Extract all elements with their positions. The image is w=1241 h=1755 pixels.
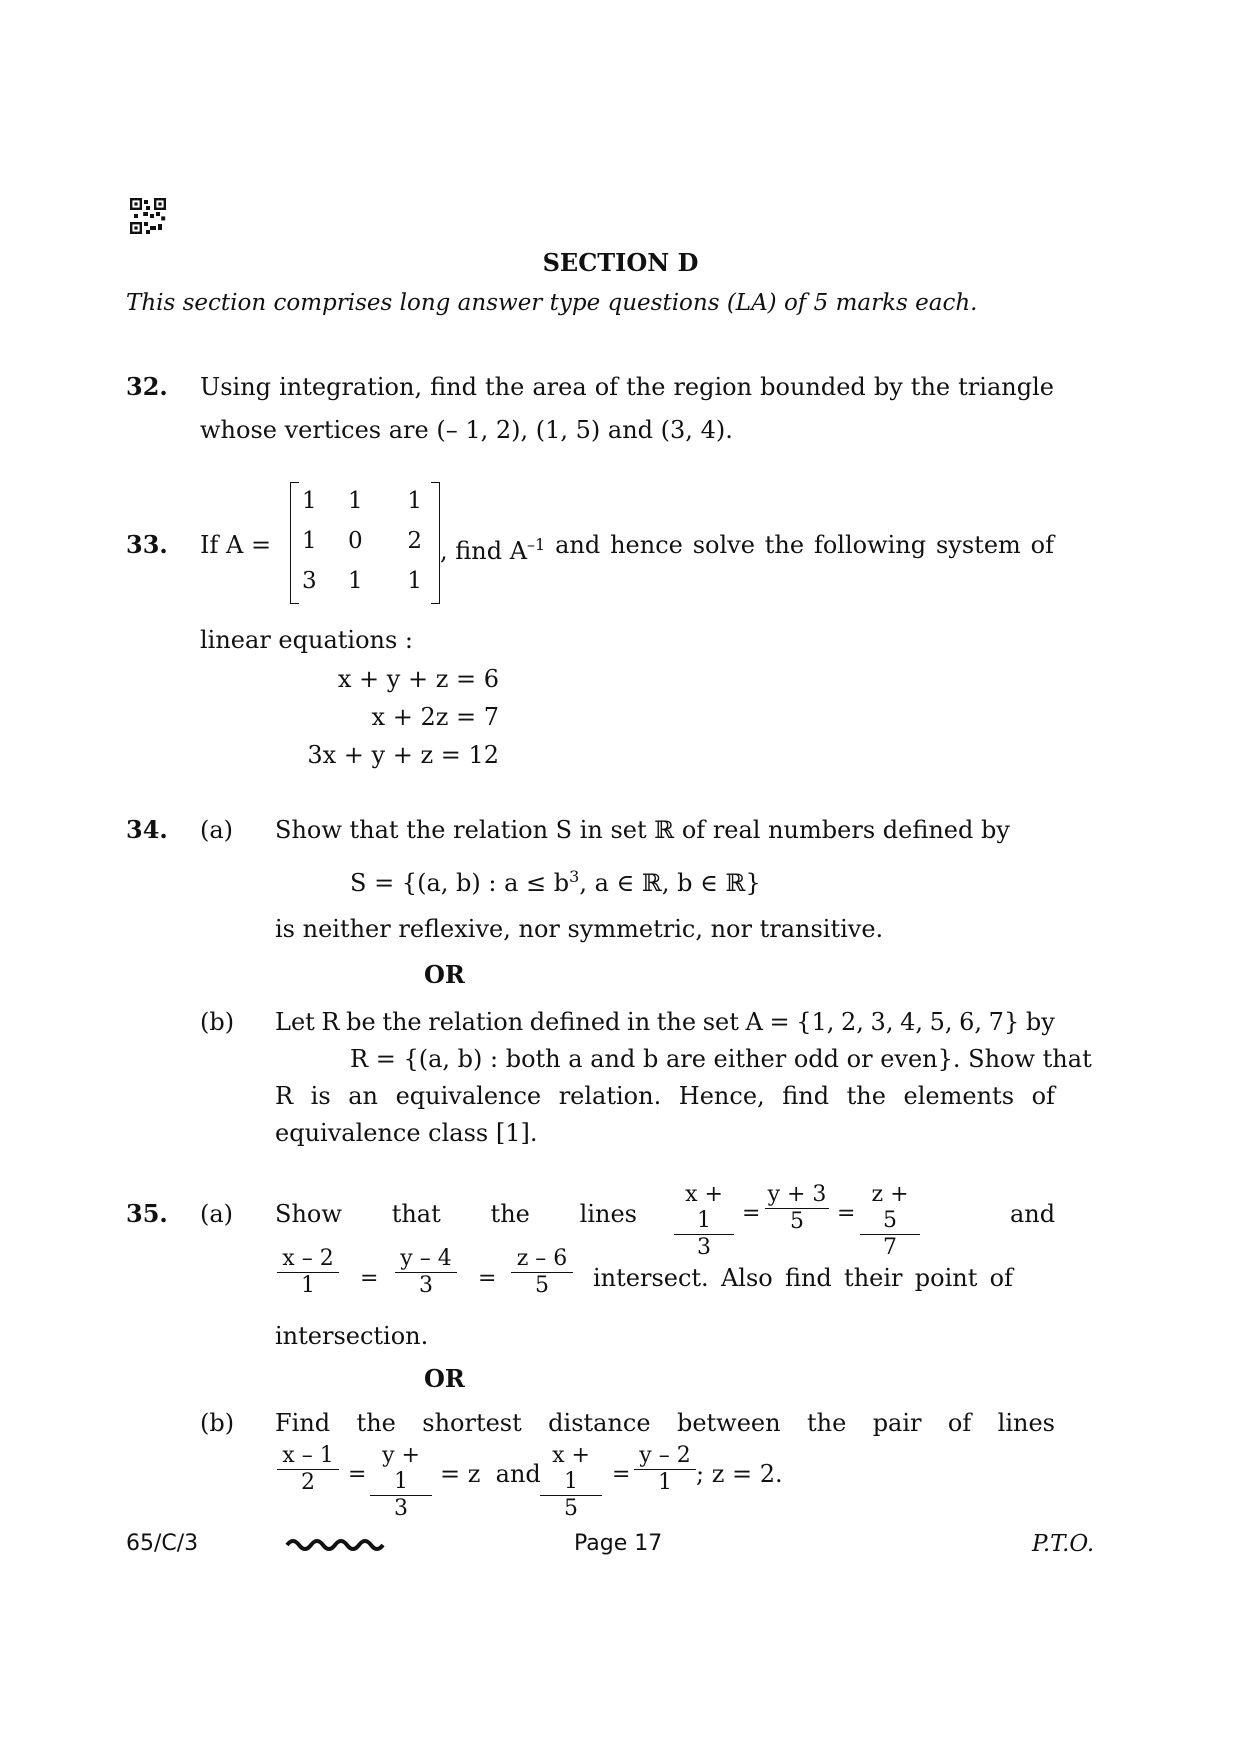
q35b-word: the	[806, 1409, 847, 1437]
fraction-line4-y	[634, 1443, 696, 1496]
q35-a-line-2	[593, 1263, 1013, 1293]
fraction-numerator: x – 2	[277, 1246, 339, 1273]
q35b-word: the	[356, 1409, 396, 1437]
q32-word: integration,	[279, 373, 423, 401]
fraction-line4-x	[540, 1443, 602, 1522]
q34b-word: the	[382, 1008, 422, 1036]
question-number-32: 32.	[126, 372, 168, 401]
q35a-word: lines	[579, 1200, 637, 1228]
q33-word-text: solve	[692, 531, 755, 559]
matrix-cell: 1	[407, 568, 422, 594]
and-word: and	[1010, 1200, 1056, 1228]
q34b-word: relation	[428, 1008, 524, 1036]
fraction-line1-x	[674, 1182, 734, 1261]
q35a-word: intersect.	[593, 1264, 709, 1292]
fraction-denominator: 1	[301, 1273, 315, 1298]
fraction-denominator: 3	[394, 1496, 408, 1521]
q34b-word: {1,	[796, 1008, 835, 1036]
matrix-cell: 1	[302, 488, 317, 514]
q34b-word: 2,	[841, 1008, 864, 1036]
q34b-word: 6,	[959, 1008, 983, 1036]
matrix-cell: 1	[348, 568, 363, 594]
q34b-word: =	[769, 1008, 790, 1036]
fraction-line2-z	[511, 1246, 573, 1299]
q34b-word: 3,	[870, 1008, 894, 1036]
set-exponent: 3	[569, 867, 580, 886]
q33-line-1	[440, 530, 1054, 566]
matrix-cell: 1	[302, 528, 317, 554]
q33-word	[555, 530, 600, 566]
q34b-word: equivalence	[395, 1082, 542, 1110]
q35b-word: shortest	[422, 1409, 522, 1437]
q35a-word: the	[490, 1200, 530, 1228]
q34b-word: find	[782, 1082, 830, 1110]
matrix-right-bracket	[431, 482, 440, 604]
q35-b-label: (b)	[200, 1409, 235, 1437]
q34b-word: the	[846, 1082, 886, 1110]
q34-a-line-1: Show that the relation S in set ℝ of real numbers defined by	[275, 816, 1010, 844]
q34-b-line-3	[275, 1081, 1055, 1111]
matrix-a	[290, 482, 440, 604]
fraction-denominator: 5	[790, 1209, 804, 1234]
q34-a-line-3: is neither reflexive, nor symmetric, nor transitive.	[275, 915, 884, 943]
q34b-word: 7}	[988, 1008, 1020, 1036]
matrix-cell: 1	[407, 488, 422, 514]
fraction-line1-z	[860, 1182, 920, 1261]
matrix-left-bracket	[290, 482, 299, 604]
fraction-numerator: y – 4	[395, 1246, 457, 1273]
fraction-line2-x	[277, 1246, 339, 1299]
fraction-line2-y	[395, 1246, 457, 1299]
equation-2: x + 2z = 7	[371, 703, 499, 731]
fraction-line3-x	[277, 1443, 339, 1496]
equals-sign: =	[478, 1266, 497, 1291]
q35b-word: distance	[548, 1409, 651, 1437]
inverse-exponent: –1	[527, 535, 546, 554]
q32-word: find	[430, 373, 477, 401]
q34-a-label: (a)	[200, 816, 234, 844]
q34b-word: R	[275, 1082, 294, 1110]
q34-b-line-4: equivalence class [1].	[275, 1119, 538, 1147]
q35b-word: between	[676, 1409, 781, 1437]
wave-ornament-icon	[285, 1535, 385, 1555]
q33-word	[610, 530, 683, 566]
fraction-numerator: z – 6	[511, 1246, 573, 1273]
q35a-word: point	[914, 1264, 978, 1292]
q34b-word: Let	[275, 1008, 315, 1036]
q32-line-1	[200, 372, 1054, 402]
matrix-cell: 2	[407, 528, 422, 554]
equation-3: 3x + y + z = 12	[307, 741, 499, 769]
equals-sign: =	[837, 1201, 856, 1226]
equals-sign: =	[612, 1462, 631, 1487]
q34b-word: by	[1025, 1008, 1055, 1036]
matrix-cell: 0	[348, 528, 363, 554]
q34b-word: A	[745, 1008, 763, 1036]
q33-word-text: of	[1030, 531, 1054, 559]
q33-line-2: linear equations :	[200, 626, 414, 654]
q34b-word: elements	[903, 1082, 1015, 1110]
q34b-word: an	[348, 1082, 378, 1110]
q35a-word: that	[391, 1200, 441, 1228]
q33-word-text: the	[764, 531, 805, 559]
q32-word: by	[873, 373, 903, 401]
fraction-numerator: x + 1	[674, 1182, 734, 1235]
q32-line-2: whose vertices are (– 1, 2), (1, 5) and (3, 4).	[200, 416, 733, 444]
fraction-numerator: y – 2	[634, 1443, 696, 1470]
fraction-numerator: x – 1	[277, 1443, 339, 1470]
q33-word	[693, 530, 755, 566]
matrix-cell: 1	[348, 488, 363, 514]
q34b-word: in	[627, 1008, 651, 1036]
q35b-word: of	[947, 1409, 972, 1437]
find-inverse-text	[440, 530, 545, 566]
q34-b-label: (b)	[200, 1008, 235, 1036]
q35-b-mid: = z and	[440, 1460, 541, 1488]
equals-sign: =	[348, 1462, 367, 1487]
q34b-word: set	[702, 1008, 739, 1036]
q34b-word: of	[1031, 1082, 1055, 1110]
q34b-word: R	[321, 1008, 340, 1036]
section-title: SECTION D	[542, 248, 699, 277]
q33-word	[1031, 530, 1054, 566]
qr-code-icon	[130, 198, 166, 234]
q33-word	[765, 530, 804, 566]
q34b-word: 5,	[929, 1008, 953, 1036]
fraction-denominator: 2	[301, 1470, 315, 1495]
equals-sign: =	[742, 1201, 761, 1226]
q34b-word: the	[656, 1008, 697, 1036]
q34b-word: is	[310, 1082, 331, 1110]
q33-word-text: system	[935, 531, 1021, 559]
question-number-34: 34.	[126, 815, 168, 844]
q34-a-set	[350, 862, 761, 898]
question-number-35: 35.	[126, 1199, 168, 1228]
page-number: Page 17	[574, 1531, 663, 1556]
q33-word	[814, 530, 926, 566]
equals-sign: =	[360, 1266, 379, 1291]
q33-lead: If A =	[200, 531, 272, 559]
q35-b-line-1	[275, 1408, 1055, 1438]
fraction-numerator: z + 5	[860, 1182, 920, 1235]
equation-1: x + y + z = 6	[337, 665, 499, 693]
fraction-denominator: 5	[564, 1496, 578, 1521]
q32-word: the	[485, 373, 525, 401]
or-separator-34: OR	[424, 960, 465, 989]
q34-b-line-2: R = {(a, b) : both a and b are either odd or even}. Show that	[350, 1045, 1092, 1073]
q32-word: the	[626, 373, 666, 401]
q32-word: triangle	[958, 373, 1054, 401]
question-number-33: 33.	[126, 530, 168, 559]
fraction-line1-y	[765, 1182, 829, 1235]
q35a-word: find	[784, 1264, 832, 1292]
q35b-word: pair	[872, 1409, 922, 1437]
q35b-word: Find	[275, 1409, 331, 1437]
q33-word-text: and	[555, 531, 601, 559]
fraction-numerator: x + 1	[540, 1443, 602, 1496]
matrix-cell: 3	[302, 568, 317, 594]
q32-word: Using	[200, 373, 272, 401]
q35-a-label: (a)	[200, 1200, 234, 1228]
q35-a-words	[275, 1199, 637, 1229]
q35a-word: Also	[720, 1264, 773, 1292]
q32-word: area	[532, 373, 587, 401]
q33-word-text: hence	[610, 531, 683, 559]
fraction-line3-y	[370, 1443, 432, 1522]
q34b-word: defined	[529, 1008, 621, 1036]
pto-label: P.T.O.	[1032, 1531, 1095, 1557]
q34b-word: be	[346, 1008, 376, 1036]
q32-word: bounded	[760, 373, 866, 401]
q34b-word: 4,	[900, 1008, 923, 1036]
fraction-denominator: 5	[535, 1273, 549, 1298]
q35a-word: their	[844, 1264, 903, 1292]
paper-code: 65/C/3	[126, 1531, 199, 1556]
q32-word: of	[594, 373, 619, 401]
q33-word-text: , find A	[440, 537, 528, 565]
q34-b-line-1	[275, 1007, 1055, 1037]
fraction-denominator: 3	[697, 1235, 711, 1260]
q35-a-line-3: intersection.	[275, 1322, 429, 1350]
set-domain: , a ∈ ℝ, b ∈ ℝ}	[579, 869, 761, 897]
fraction-denominator: 1	[658, 1470, 672, 1495]
fraction-denominator: 7	[883, 1235, 897, 1260]
q34b-word: Hence,	[678, 1082, 765, 1110]
q35a-word: of	[989, 1264, 1013, 1292]
fraction-numerator: y + 1	[370, 1443, 432, 1496]
q35b-word: lines	[997, 1409, 1055, 1437]
set-definition: S = {(a, b) : a ≤ b	[350, 869, 570, 897]
q35-b-end: ; z = 2.	[696, 1460, 783, 1488]
q35a-word: Show	[275, 1200, 342, 1228]
section-subtitle: This section comprises long answer type questions (LA) of 5 marks each.	[126, 290, 978, 316]
q33-word	[936, 530, 1021, 566]
or-separator-35: OR	[424, 1364, 465, 1393]
q34b-word: relation.	[558, 1082, 662, 1110]
fraction-denominator: 3	[419, 1273, 433, 1298]
fraction-numerator: y + 3	[765, 1182, 829, 1209]
q32-word: the	[910, 373, 951, 401]
q32-word: region	[673, 373, 753, 401]
q33-word-text: following	[813, 531, 927, 559]
